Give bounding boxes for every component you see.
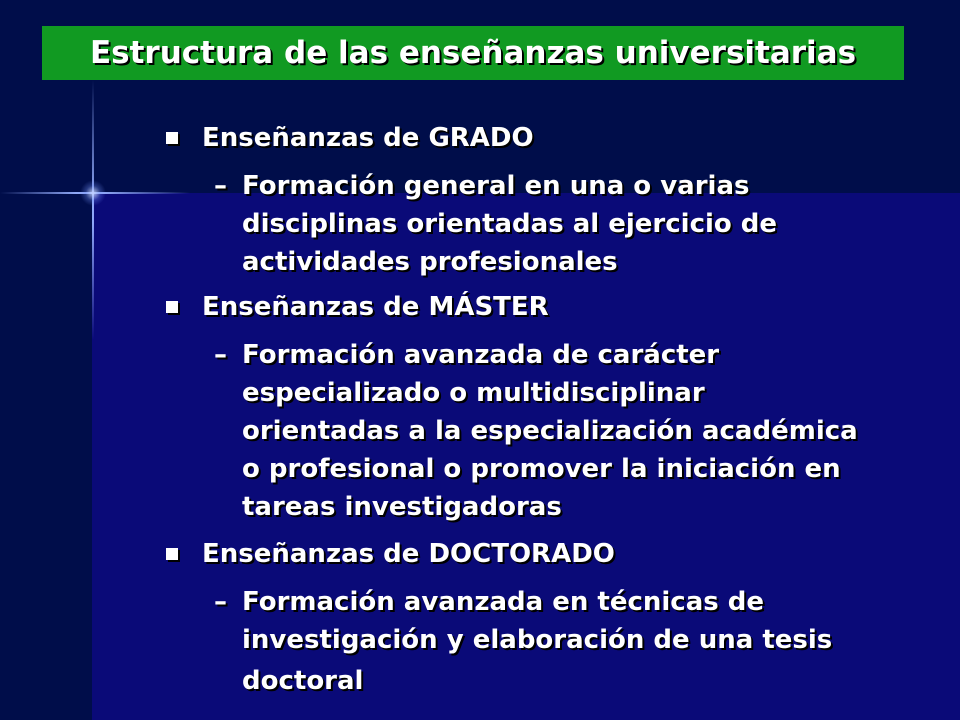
sub-item-text — [242, 167, 777, 281]
square-bullet-icon — [166, 548, 178, 560]
sub-item-line: Formación general en una o varias — [242, 171, 750, 201]
sub-item-line: especializado o multidisciplinar — [242, 378, 705, 408]
sub-item-line: doctoral — [242, 666, 364, 696]
dash-marker: – — [214, 171, 227, 201]
square-bullet-icon — [166, 301, 178, 313]
square-bullet-icon — [166, 132, 178, 144]
dash-marker: – — [214, 340, 227, 370]
dash-marker: – — [214, 587, 227, 617]
bullet-heading: Enseñanzas de DOCTORADO — [202, 539, 615, 569]
bullet-heading: Enseñanzas de MÁSTER — [202, 292, 549, 322]
slide-title: Estructura de las enseñanzas universitarias — [89, 35, 857, 71]
sub-item-line: Formación avanzada de carácter — [242, 340, 720, 370]
bullet-item-grado — [166, 120, 534, 156]
sub-item-line: disciplinas orientadas al ejercicio de — [242, 209, 778, 239]
bullet-heading: Enseñanzas de GRADO — [202, 123, 534, 153]
bullet-item-doctorado — [166, 536, 615, 572]
sub-item-doctorado — [214, 583, 924, 703]
sub-item-master — [214, 336, 924, 526]
sub-item-line: tareas investigadoras — [242, 492, 562, 522]
sub-item-line: o profesional o promover la iniciación en — [242, 454, 841, 484]
sub-item-line: Formación avanzada en técnicas de — [242, 587, 765, 617]
sub-item-line: actividades profesionales — [242, 247, 618, 277]
sub-item-text — [242, 583, 832, 703]
sub-item-text — [242, 336, 858, 526]
sub-item-line: orientadas a la especialización académica — [242, 416, 858, 446]
sub-item-grado — [214, 167, 924, 281]
sub-item-line: investigación y elaboración de una tesis — [242, 625, 833, 655]
bullet-item-master — [166, 289, 549, 325]
